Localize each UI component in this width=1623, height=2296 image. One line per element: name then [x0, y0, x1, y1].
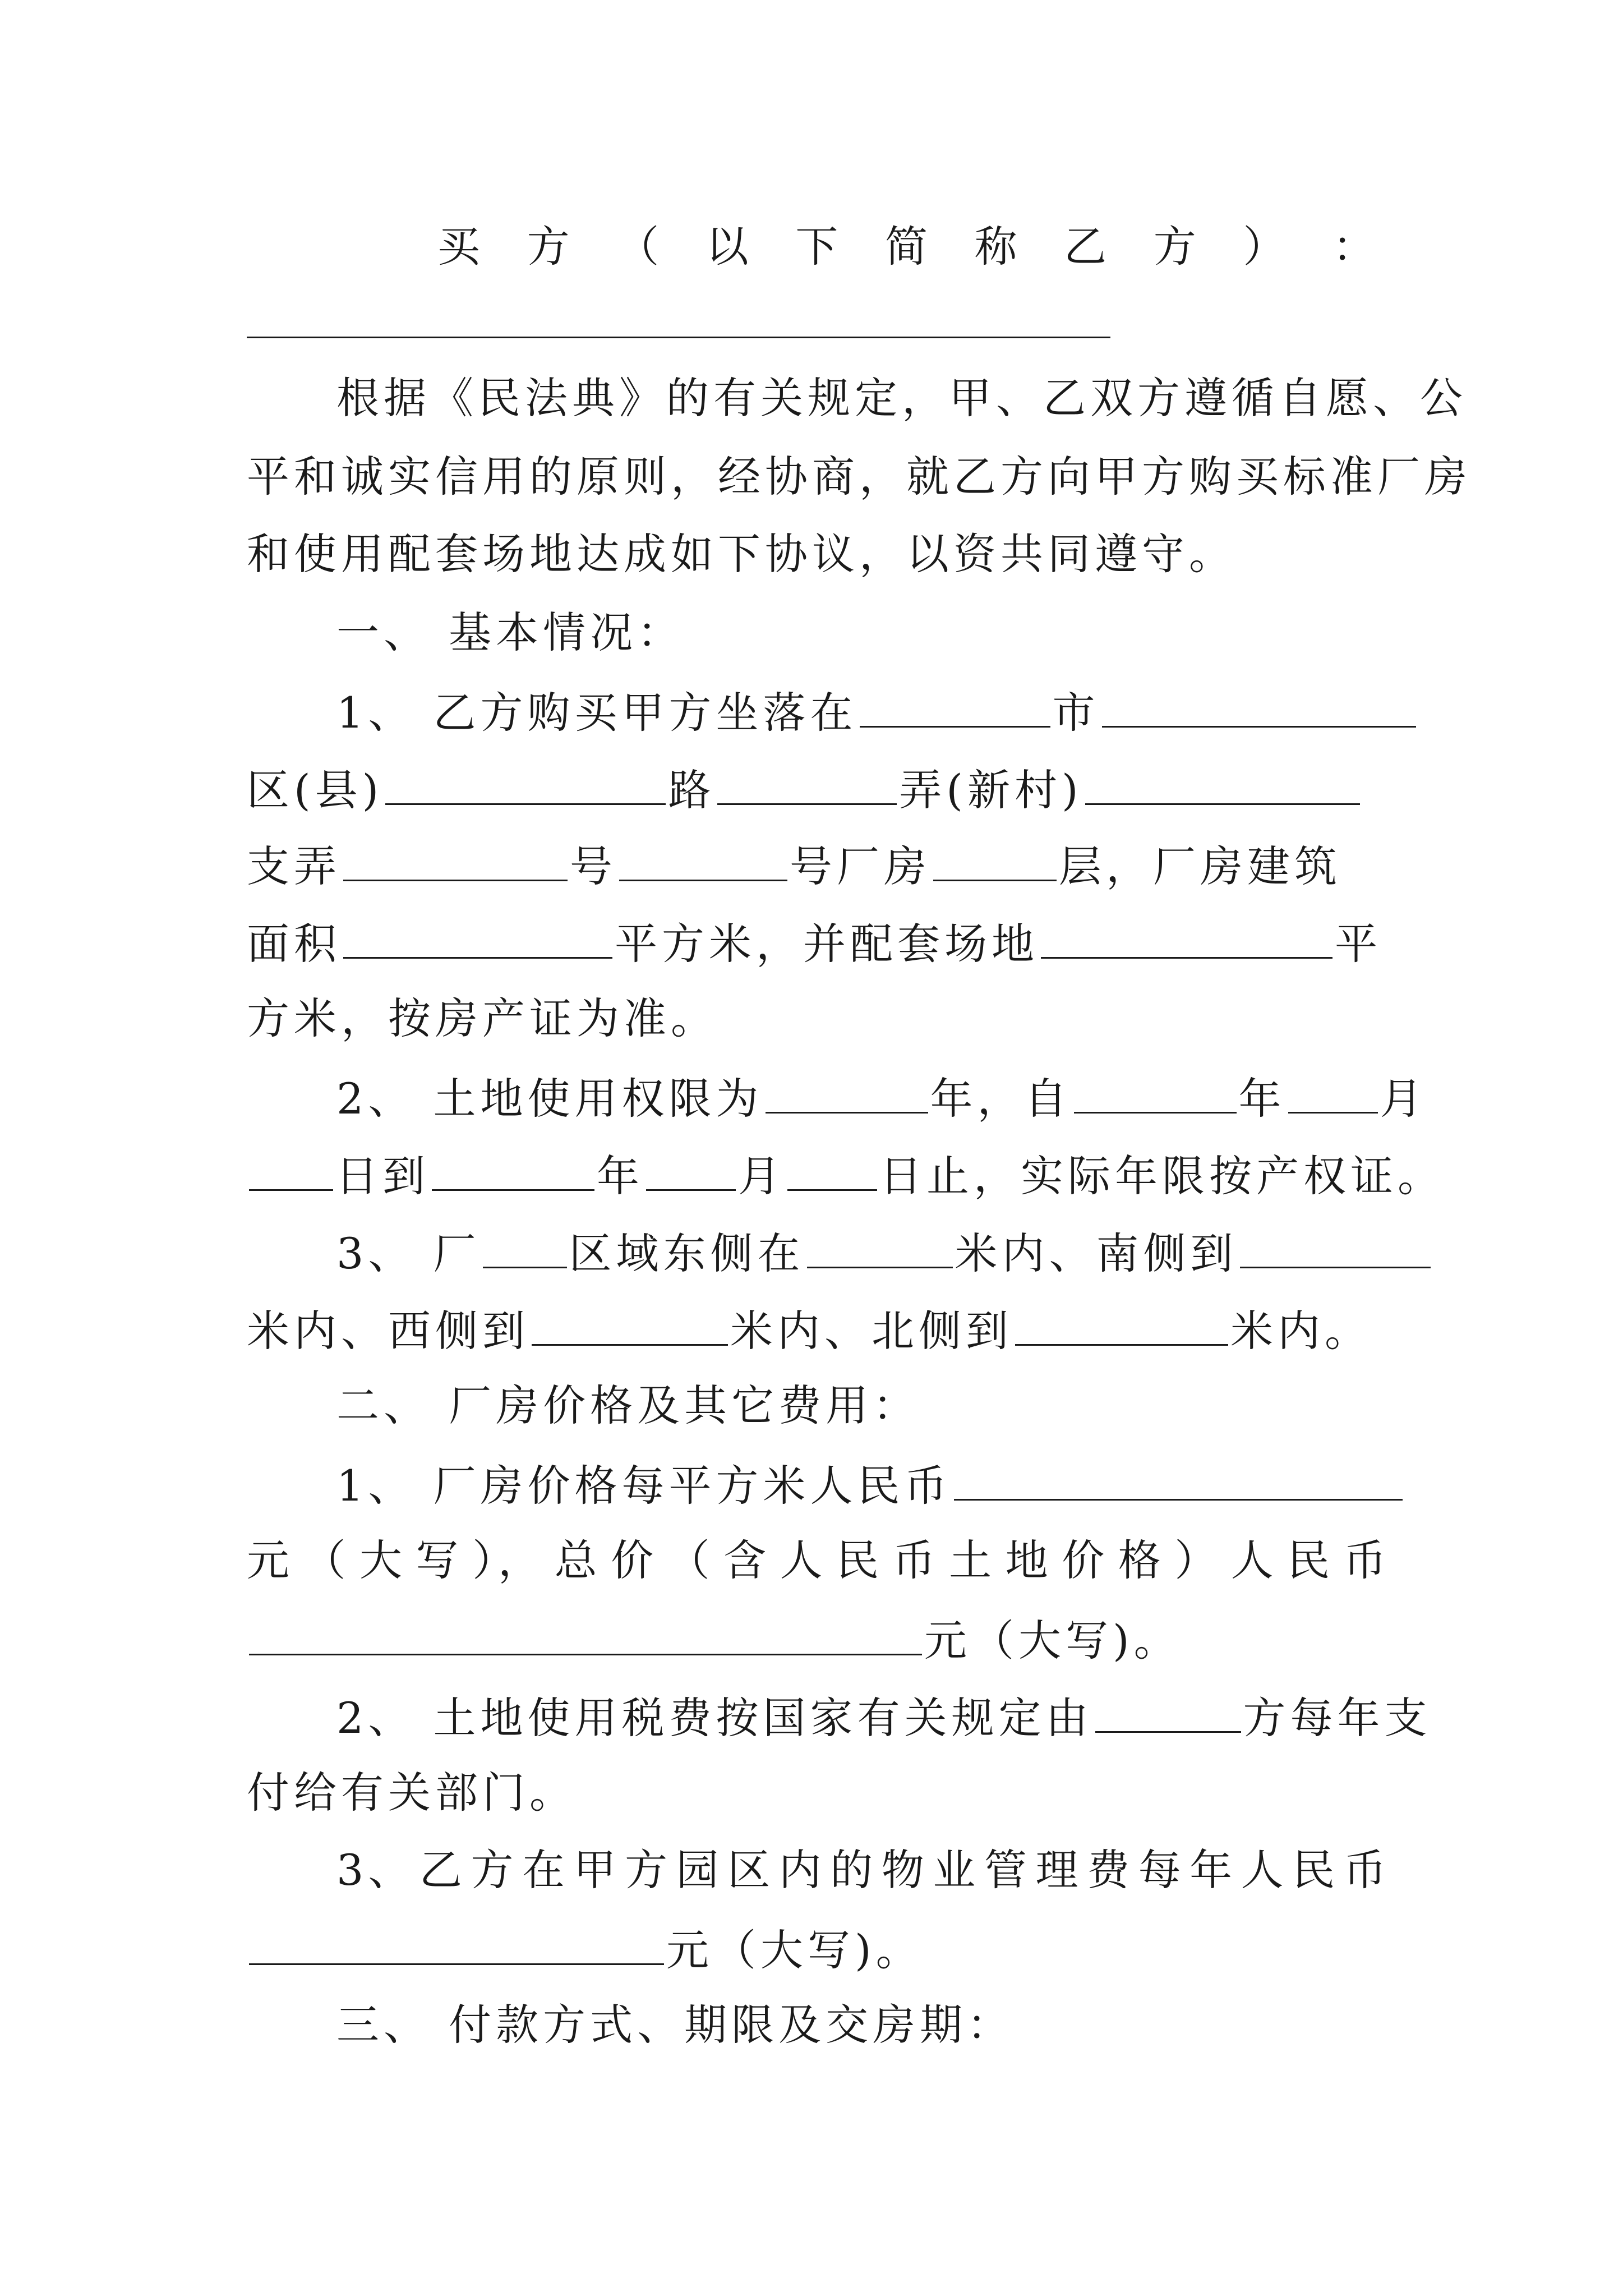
buyer-line-char: ：: [1332, 222, 1380, 272]
property-fee-line-char: 3、: [336, 1845, 416, 1895]
area-label: 面积: [247, 919, 341, 969]
total-price-line-char: ），: [472, 1535, 546, 1585]
property-fee-unit: 元（大写)。: [666, 1925, 923, 1975]
buyer-name-rule: [247, 337, 1110, 338]
property-fee-line-char: 年: [1189, 1845, 1237, 1895]
buyer-line-char: （: [616, 222, 664, 272]
section-1-heading: 一、 基本情况：: [336, 608, 685, 657]
item-1-2-line-1: [336, 1068, 1427, 1124]
number-blank: [619, 836, 787, 881]
sub-lane-blank: [343, 836, 568, 881]
property-fee-line-char: 内: [778, 1845, 826, 1895]
land-tax-label: 2、 土地使用税费按国家有关规定由: [336, 1693, 1093, 1743]
total-price-line-char: 价: [611, 1535, 658, 1585]
to-month-blank: [646, 1145, 736, 1191]
item-2-1-line-2: [247, 1533, 1391, 1589]
total-price-blank: [249, 1610, 922, 1655]
item-1-1-line-5: 方米，按房产证为准。: [247, 993, 718, 1043]
road-label: 路: [668, 765, 716, 815]
item-1-1-line-3: [247, 836, 1391, 892]
property-fee-line-char: 每: [1138, 1845, 1186, 1895]
property-fee-line-char: 方: [625, 1845, 672, 1895]
property-fee-line-char: 在: [522, 1845, 569, 1895]
floor-label: 层，厂房建筑: [1059, 841, 1341, 891]
property-fee-line-char: 区: [727, 1845, 775, 1895]
item-1-3-line-1: [336, 1223, 1391, 1279]
south-blank: [1240, 1223, 1431, 1268]
to-day-label: 日止，实际年限按产权证。: [879, 1151, 1445, 1201]
building-label: 号厂房: [790, 841, 931, 891]
property-fee-line-char: 管: [984, 1845, 1031, 1895]
item-1-1-text-b: 市: [1052, 688, 1100, 738]
total-price-line-char: 币: [1343, 1535, 1391, 1585]
item-2-3-line-2: [247, 1920, 1391, 1976]
buyer-line-char: ）: [1243, 222, 1290, 272]
item-1-1-text-a: 1、 乙方购买甲方坐落在: [336, 688, 857, 738]
from-year-blank: [1074, 1068, 1237, 1114]
meters-label: 米内。: [1230, 1306, 1372, 1356]
item-2-1-line-3: [247, 1610, 1391, 1666]
district-blank: [1102, 682, 1416, 728]
property-fee-line-char: 币: [1343, 1845, 1391, 1895]
property-fee-line-char: 业: [933, 1845, 980, 1895]
east-label: 区域东侧在: [569, 1228, 805, 1278]
year-label: 年: [1238, 1074, 1286, 1124]
total-price-line-char: 人: [1230, 1535, 1278, 1585]
unit-price-blank: [954, 1455, 1403, 1501]
road-blank: [385, 760, 666, 805]
from-label: 年，自: [930, 1074, 1072, 1124]
district-label: 区(县): [247, 765, 384, 815]
total-price-line-char: 民: [1287, 1535, 1335, 1585]
village-blank: [1085, 760, 1360, 805]
site-blank: [1041, 913, 1332, 959]
total-price-line-char: （: [303, 1535, 351, 1585]
factory-label: 3、 厂: [336, 1228, 481, 1278]
property-fee-line-char: 费: [1087, 1845, 1135, 1895]
floor-blank: [933, 836, 1057, 881]
section-3-heading: 三、 付款方式、期限及交房期：: [336, 2000, 1015, 2050]
sub-lane-label: 支弄: [247, 841, 341, 891]
number-label: 号: [570, 841, 617, 891]
to-day-blank: [787, 1145, 877, 1191]
item-2-1-line-1: [336, 1455, 1391, 1511]
to-label: 日到: [335, 1151, 430, 1201]
item-1-3-line-2: [247, 1300, 1391, 1356]
item-1-1-line-4: [247, 913, 1391, 969]
property-fee-line-char: 乙: [419, 1845, 467, 1895]
buyer-line-char: 下: [795, 222, 843, 272]
total-price-line-char: 含: [723, 1535, 771, 1585]
property-fee-line-char: 人: [1241, 1845, 1288, 1895]
north-blank: [1015, 1300, 1228, 1346]
total-price-line-char: 地: [1005, 1535, 1053, 1585]
buyer-line-char: 以: [706, 222, 753, 272]
preamble-line-2: 平和诚实信用的原则，经协商，就乙方向甲方购买标准厂房: [247, 452, 1472, 501]
total-price-unit: 元（大写)。: [924, 1616, 1181, 1665]
total-price-line-char: 价: [1062, 1535, 1109, 1585]
sq-label: 平: [1335, 919, 1382, 969]
unit-price-label: 1、 厂房价格每平方米人民币: [336, 1461, 952, 1511]
west-label: 米内、西侧到: [247, 1306, 529, 1356]
total-price-line-char: 币: [892, 1535, 940, 1585]
month-label: 月: [1380, 1074, 1427, 1124]
area-blank: [343, 913, 612, 959]
lane-label: 弄(新村): [899, 765, 1083, 815]
buyer-line-char: 简: [884, 222, 932, 272]
north-label: 米内、北侧到: [730, 1306, 1013, 1356]
property-fee-line-char: 方: [471, 1845, 518, 1895]
property-fee-line-char: 理: [1035, 1845, 1083, 1895]
from-month-blank: [1288, 1068, 1378, 1114]
factory-blank: [483, 1223, 567, 1268]
west-blank: [532, 1300, 728, 1346]
total-price-line-char: （: [667, 1535, 714, 1585]
property-fee-line-char: 的: [830, 1845, 878, 1895]
item-2-2-line-1: [336, 1687, 1432, 1743]
buyer-line-char: 方: [1153, 222, 1201, 272]
item-1-1-line-1: [336, 682, 1391, 738]
land-term-label: 2、 土地使用权限为: [336, 1074, 763, 1124]
city-blank: [860, 682, 1050, 728]
buyer-line: [437, 219, 1380, 275]
item-1-1-line-2: [247, 760, 1391, 816]
east-blank: [807, 1223, 953, 1268]
from-day-blank: [249, 1145, 333, 1191]
tax-party-blank: [1095, 1687, 1241, 1733]
item-2-3-line-1: [336, 1842, 1391, 1898]
total-price-line-char: 民: [836, 1535, 884, 1585]
property-fee-line-char: 园: [676, 1845, 723, 1895]
tax-per-year-label: 方每年支: [1243, 1693, 1432, 1743]
item-2-2-line-2: 付给有关部门。: [247, 1768, 577, 1818]
to-year-label: 年: [597, 1151, 644, 1201]
property-fee-line-char: 物: [881, 1845, 929, 1895]
to-year-blank: [432, 1145, 594, 1191]
lane-blank: [717, 760, 897, 805]
item-1-2-line-2: [247, 1145, 1445, 1202]
total-price-line-char: 总: [554, 1535, 602, 1585]
property-fee-line-char: 甲: [573, 1845, 621, 1895]
buyer-line-char: 乙: [1064, 222, 1112, 272]
total-price-line-char: 格: [1118, 1535, 1165, 1585]
total-price-line-char: ）: [1174, 1535, 1222, 1585]
land-years-blank: [766, 1068, 928, 1114]
buyer-line-char: 称: [974, 222, 1022, 272]
to-month-label: 月: [738, 1151, 785, 1201]
section-2-heading: 二、 厂房价格及其它费用：: [336, 1381, 920, 1430]
site-label: 平方米，并配套场地: [615, 919, 1039, 969]
total-price-line-char: 大: [359, 1535, 407, 1585]
total-price-line-char: 写: [416, 1535, 463, 1585]
south-label: 米内、南侧到: [955, 1228, 1238, 1278]
preamble-line-3: 和使用配套场地达成如下协议，以资共同遵守。: [247, 529, 1236, 579]
property-fee-line-char: 民: [1292, 1845, 1340, 1895]
buyer-line-char: 买: [437, 222, 485, 272]
total-price-line-char: 人: [780, 1535, 827, 1585]
total-price-line-char: 土: [949, 1535, 997, 1585]
buyer-line-char: 方: [527, 222, 574, 272]
preamble-line-1: 根据《民法典》的有关规定，甲、乙双方遵循自愿、公: [336, 373, 1467, 423]
total-price-line-char: 元: [247, 1535, 294, 1585]
property-fee-blank: [249, 1920, 664, 1965]
